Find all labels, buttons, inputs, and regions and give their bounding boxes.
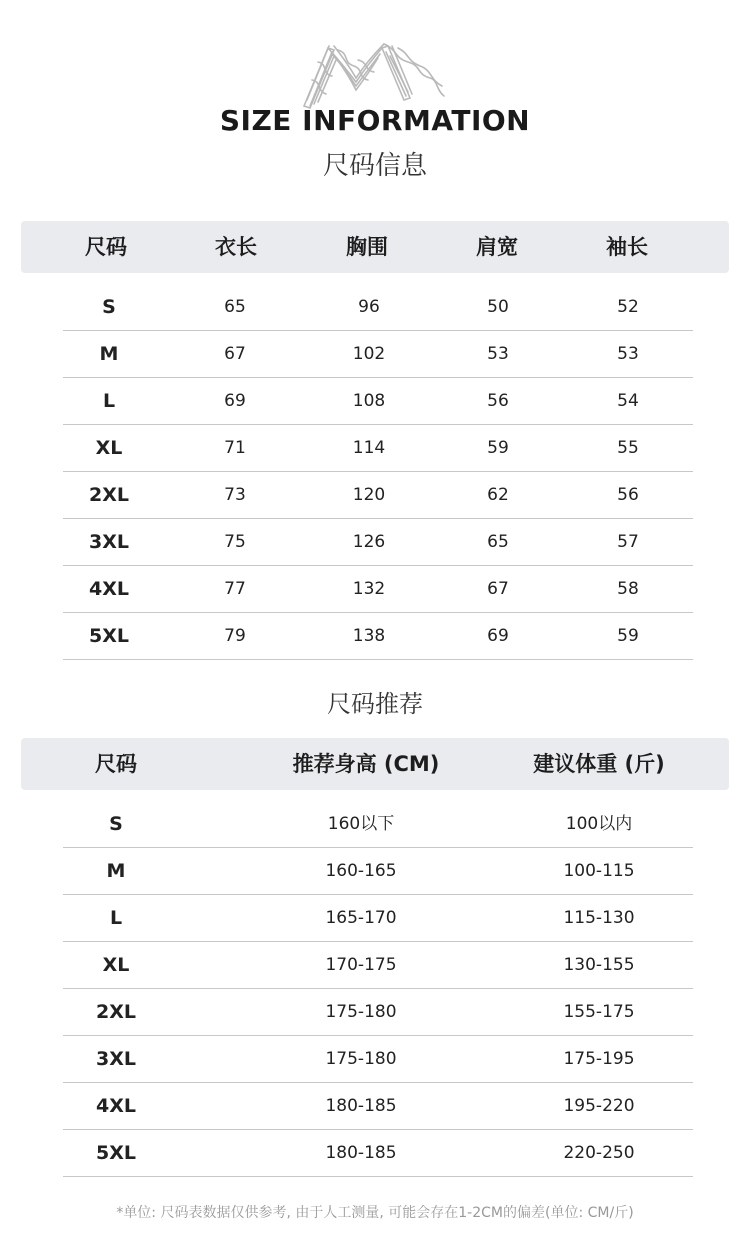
page-title: SIZE INFORMATION	[219, 104, 531, 137]
footnote: *单位: 尺码表数据仅供参考, 由于人工测量, 可能会存在1-2CM的偏差(单位: CM/斤)	[116, 1205, 634, 1221]
cell-shoulder: 56	[487, 391, 509, 411]
cell-size: L	[109, 907, 123, 929]
cell-sleeve: 59	[617, 626, 639, 646]
cell-size: XL	[102, 954, 130, 976]
cell-size: M	[106, 860, 126, 882]
table-row	[63, 613, 693, 660]
cell-weight: 195-220	[563, 1096, 635, 1116]
cell-shoulder: 69	[487, 626, 509, 646]
cell-size: 4XL	[96, 1095, 136, 1117]
table-row	[63, 566, 693, 613]
cell-shoulder: 67	[487, 579, 509, 599]
cell-chest: 96	[358, 297, 380, 317]
cell-weight: 115-130	[563, 908, 635, 928]
cell-chest: 114	[352, 438, 386, 458]
scribble-m-logo-icon	[298, 40, 452, 112]
column-header-shoulder: 肩宽	[476, 235, 518, 259]
size-table-header	[21, 221, 729, 273]
table-row	[63, 848, 693, 895]
table-row	[63, 942, 693, 989]
cell-size: 4XL	[89, 578, 129, 600]
cell-length: 75	[224, 532, 246, 552]
cell-shoulder: 50	[487, 297, 509, 317]
table-row	[63, 1083, 693, 1130]
cell-size: 5XL	[96, 1142, 136, 1164]
cell-chest: 138	[352, 626, 386, 646]
cell-height: 175-180	[325, 1002, 397, 1022]
size-table-body	[63, 284, 693, 660]
table-row	[63, 801, 693, 848]
recommend-title: 尺码推荐	[327, 690, 423, 718]
cell-chest: 126	[352, 532, 386, 552]
cell-height: 160以下	[327, 814, 395, 834]
cell-weight: 130-155	[563, 955, 635, 975]
cell-weight: 175-195	[563, 1049, 635, 1069]
table-row	[63, 331, 693, 378]
table-row	[63, 519, 693, 566]
cell-weight: 100以内	[565, 814, 633, 834]
cell-height: 175-180	[325, 1049, 397, 1069]
cell-chest: 132	[352, 579, 386, 599]
cell-length: 77	[224, 579, 246, 599]
cell-size: 3XL	[89, 531, 129, 553]
cell-sleeve: 55	[617, 438, 639, 458]
cell-height: 165-170	[325, 908, 397, 928]
table-row	[63, 425, 693, 472]
cell-size: 5XL	[89, 625, 129, 647]
cell-sleeve: 58	[617, 579, 639, 599]
cell-height: 160-165	[325, 861, 397, 881]
cell-sleeve: 54	[617, 391, 639, 411]
cell-length: 67	[224, 344, 246, 364]
cell-shoulder: 59	[487, 438, 509, 458]
cell-size: L	[102, 390, 116, 412]
table-row	[63, 284, 693, 331]
cell-sleeve: 57	[617, 532, 639, 552]
cell-chest: 120	[352, 485, 386, 505]
cell-shoulder: 65	[487, 532, 509, 552]
cell-size: S	[109, 813, 123, 835]
table-row	[63, 1130, 693, 1177]
cell-size: 3XL	[96, 1048, 136, 1070]
cell-size: 2XL	[96, 1001, 136, 1023]
cell-length: 79	[224, 626, 246, 646]
cell-weight: 220-250	[563, 1143, 635, 1163]
table-row	[63, 1036, 693, 1083]
cell-length: 65	[224, 297, 246, 317]
page-subtitle: 尺码信息	[322, 151, 427, 181]
cell-size: M	[99, 343, 119, 365]
column-header-length: 衣长	[215, 235, 257, 259]
cell-size: 2XL	[89, 484, 129, 506]
cell-length: 73	[224, 485, 246, 505]
cell-sleeve: 56	[617, 485, 639, 505]
column-header-size: 尺码	[85, 235, 127, 259]
cell-length: 69	[224, 391, 246, 411]
cell-sleeve: 52	[617, 297, 639, 317]
cell-height: 180-185	[325, 1096, 397, 1116]
cell-sleeve: 53	[617, 344, 639, 364]
cell-weight: 155-175	[563, 1002, 635, 1022]
table-row	[63, 895, 693, 942]
cell-shoulder: 53	[487, 344, 509, 364]
cell-height: 170-175	[325, 955, 397, 975]
cell-size: XL	[95, 437, 123, 459]
cell-chest: 102	[352, 344, 386, 364]
cell-size: S	[102, 296, 116, 318]
column-header-sleeve: 袖长	[606, 235, 648, 259]
column-header-height: 推荐身高 (CM)	[292, 752, 440, 776]
column-header-size: 尺码	[95, 752, 137, 776]
column-header-weight: 建议体重 (斤)	[533, 752, 665, 776]
cell-height: 180-185	[325, 1143, 397, 1163]
cell-length: 71	[224, 438, 246, 458]
cell-shoulder: 62	[487, 485, 509, 505]
table-row	[63, 472, 693, 519]
table-row	[63, 378, 693, 425]
cell-chest: 108	[352, 391, 386, 411]
column-header-chest: 胸围	[346, 235, 388, 259]
table-row	[63, 989, 693, 1036]
recommend-table-header	[21, 738, 729, 790]
cell-weight: 100-115	[563, 861, 635, 881]
recommend-table-body	[63, 801, 693, 1177]
